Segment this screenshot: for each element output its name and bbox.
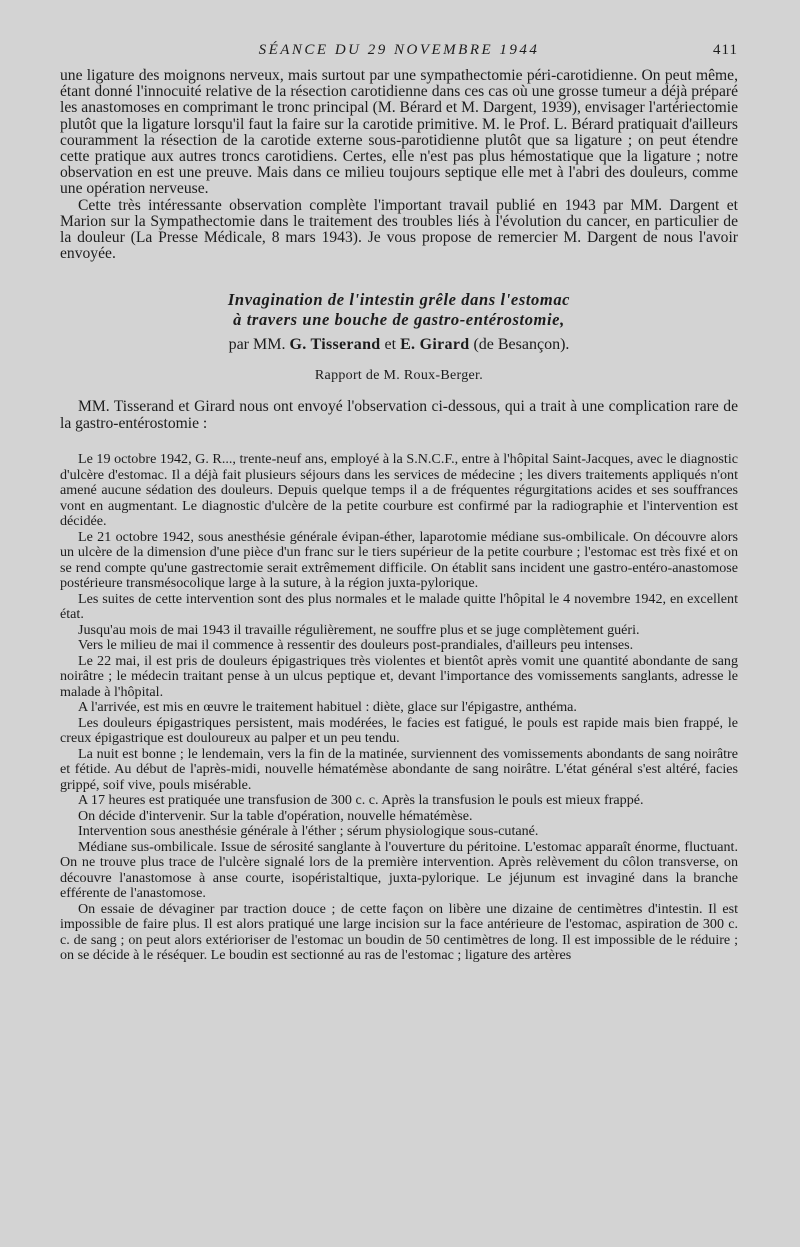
case-paragraph: Le 21 octobre 1942, sous anesthésie générale évipan-éther, laparotomie médiane sus-ombilicale. On découvre alors un ulcère de la dimension d'une pièce d'un franc sur le tiers supérieur de la petite courbure ; l'estomac est très fixé et on se rend compte qu'une gastrectomie serait extrêmement difficile. On établit sans incident une gastro-entéro-anastomose postérieure transmésocolique large à la suture, à la région juxta-pylorique. [60,528,738,592]
running-title: SÉANCE DU 29 NOVEMBRE 1944 [258,42,540,58]
article-heading [60,290,738,384]
case-paragraph: On essaie de dévaginer par traction douce ; de cette façon on libère une dizaine de centimètres d'intestin. Il est impossible de faire plus. Il est alors pratiqué une large incision sur la face antérieure de l'estomac, aspiration de 300 c. c. de sang ; on peut alors extérioriser de l'estomac un boudin de 50 centimètres de long. Il est impossible de le réduire ; on se décide à le réséquer. Le boudin est sectionné au ras de l'estomac ; ligature des artères [60,900,738,964]
intro-paragraph: une ligature des moignons nerveux, mais surtout par une sympathectomie péri-carotidienne. On peut même, étant donné l'innocuité relative de la résection carotidienne dans ces cas où une grosse tumeur a déjà préparé les anastomoses en comprimant le tronc principal (M. Bérard et M. Dargent, 1939), envisager l'artériectomie plutôt que la ligature lorsqu'il faut la faire sur la carotide primitive. M. le Prof. L. Bérard pratiquait d'ailleurs couramment la résection de la carotide externe sous-parotidienne plutôt que sa ligature ; on peut étendre cette pratique aux autres troncs carotidiens. Certes, elle n'est pas plus hémostatique que la ligature ; notre observation en est une preuve. Mais dans ce milieu toujours septique elle met à l'abri des douleurs, comme une opération nerveuse. [60,67,738,198]
case-paragraph: La nuit est bonne ; le lendemain, vers la fin de la matinée, surviennent des vomissements abondants de sang noirâtre et fétide. Au début de l'après-midi, nouvelle hématémèse abondante de sang noirâtre. L'état général s'est altéré, facies grippé, soif vive, pouls misérable. [60,745,738,793]
authors-affiliation: (de Besançon). [473,336,570,354]
article-title-line: à travers une bouche de gastro-entérostomie, [233,310,565,330]
authors-conjunction: et [384,336,397,354]
case-paragraph: Intervention sous anesthésie générale à l'éther ; sérum physiologique sous-cutané. [78,823,539,840]
case-paragraph: Vers le milieu de mai il commence à ressentir des douleurs post-prandiales, d'ailleurs peu intenses. [78,637,634,654]
author-name: E. Girard [400,336,470,354]
case-paragraph: A 17 heures est pratiquée une transfusion de 300 c. c. Après la transfusion le pouls est mieux frappé. [78,792,644,809]
article-title-line: Invagination de l'intestin grêle dans l'estomac [227,290,571,310]
article-authors [60,336,738,354]
case-report [60,452,738,964]
case-paragraph: On décide d'intervenir. Sur la table d'opération, nouvelle hématémèse. [78,807,473,824]
case-paragraph: Les suites de cette intervention sont des plus normales et le malade quitte l'hôpital le 4 novembre 1942, en excellent état. [60,590,738,623]
case-paragraph: A l'arrivée, est mis en œuvre le traitement habituel : diète, glace sur l'épigastre, anthéma. [78,699,577,716]
page-number: 411 [713,42,738,58]
intro-section [60,68,738,262]
authors-prefix: par MM. [228,336,286,354]
author-name: G. Tisserand [289,336,381,354]
intro-paragraph: Cette très intéressante observation complète l'important travail publié en 1943 par MM. Dargent et Marion sur la Sympathectomie dans le traitement des troubles liés à l'évolution du cancer, en particulier de la douleur (La Presse Médicale, 8 mars 1943). Je vous propose de remercier M. Dargent de nous l'avoir envoyée. [60,196,738,263]
article-title [60,290,738,330]
case-paragraph: Médiane sus-ombilicale. Issue de sérosité sanglante à l'ouverture du péritoine. L'estomac apparaît énorme, fluctuant. On ne trouve plus trace de l'ulcère signalé lors de la première intervention. Après relèvement du côlon transverse, on découvre l'anastomose à anse courte, isopéristaltique, juxta-pylorique. Le jéjunum est invaginé dans la branche efférente de l'anastomose. [60,838,738,902]
case-paragraph: Jusqu'au mois de mai 1943 il travaille régulièrement, ne souffre plus et se juge complètement guéri. [78,621,640,638]
case-paragraph: Le 22 mai, il est pris de douleurs épigastriques très violentes et bientôt après vomit une quantité abondante de sang noirâtre ; le médecin traitant pense à un ulcus peptique et, devant l'importance des vomissements sanglants, adresse le malade à l'hôpital. [60,652,738,700]
case-paragraph: Le 19 octobre 1942, G. R..., trente-neuf ans, employé à la S.N.C.F., entre à l'hôpital Saint-Jacques, avec le diagnostic d'ulcère d'estomac. Il a déjà fait plusieurs séjours dans les services de médecine ; les divers traitements appliqués n'ont amené aucune sédation des douleurs. Depuis quelque temps il a de fréquentes régurgitations acides et ses souffrances vont en augmentant. Le diagnostic d'ulcère de la petite courbure est confirmé par la radiographie et l'intervention est décidée. [60,451,738,530]
lead-section [60,398,738,432]
lead-paragraph: MM. Tisserand et Girard nous ont envoyé l'observation ci-dessous, qui a trait à une complication rare de la gastro-entérostomie : [60,398,738,433]
case-paragraph: Les douleurs épigastriques persistent, mais modérées, le facies est fatigué, le pouls est rapide mais bien frappé, le creux épigastrique est douloureux au palper et un peu tendu. [60,714,738,747]
running-head [60,38,738,68]
report-by: Rapport de M. Roux-Berger. [314,368,484,384]
